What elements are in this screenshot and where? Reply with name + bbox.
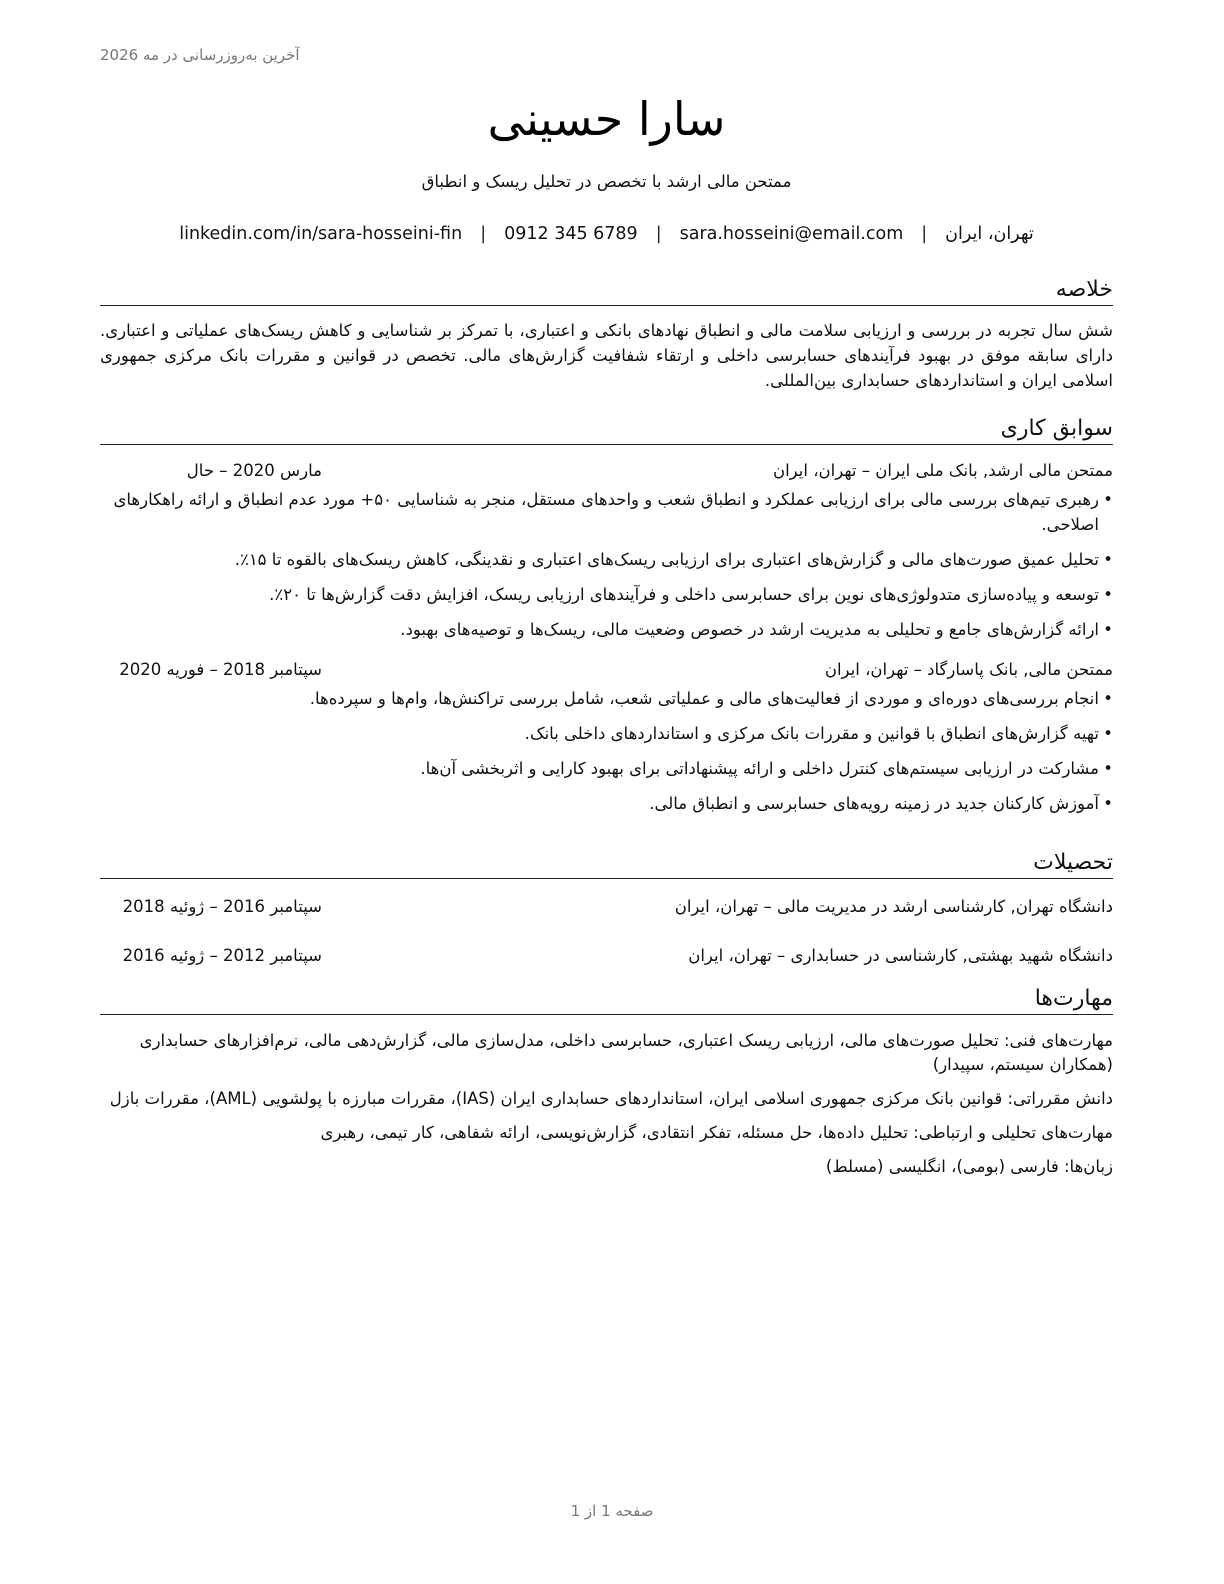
skills-title: مهارت‌ها bbox=[100, 985, 1113, 1015]
bullet-icon: • bbox=[1103, 759, 1113, 778]
job-bullet: • ارائه گزارش‌های جامع و تحلیلی به مدیریت ارشد در خصوص وضعیت مالی، ریسک‌ها و توصیه‌های بهبود. bbox=[100, 617, 1113, 642]
skill-item: زبان‌ها: فارسی (بومی)، انگلیسی (مسلط) bbox=[825, 1157, 1113, 1176]
job-bullets bbox=[100, 487, 1113, 642]
resume-page bbox=[100, 0, 1113, 1584]
skills-list bbox=[100, 1029, 1113, 1179]
job-bullet: • رهبری تیم‌های بررسی مالی برای ارزیابی عملکرد و انطباق شعب و واحدهای مستقل، منجر به شناسایی ۵۰+ مورد عدم انطباق و ارائه راهکارهای اصلاحی. bbox=[100, 487, 1113, 537]
bullet-icon: • bbox=[1103, 490, 1113, 509]
education-degree: دانشگاه شهید بهشتی, کارشناسی در حسابداری – تهران، ایران bbox=[688, 946, 1113, 965]
job-bullets bbox=[100, 686, 1113, 816]
education-dates: سپتامبر 2016 – ژوئیه 2018 bbox=[122, 897, 322, 916]
education-dates: سپتامبر 2012 – ژوئیه 2016 bbox=[122, 946, 322, 965]
contact-separator: | bbox=[480, 224, 487, 244]
contact-phone[interactable]: 0912 345 6789 bbox=[504, 224, 638, 244]
job-bullet: • انجام بررسی‌های دوره‌ای و موردی از فعالیت‌های مالی و عملیاتی شعب، شامل بررسی تراکنش‌ها، وام‌ها و سپرده‌ها. bbox=[100, 686, 1113, 711]
job-bullet: • توسعه و پیاده‌سازی متدولوژی‌های نوین برای حسابرسی داخلی و فرآیندهای ارزیابی ریسک، افزایش دقت گزارش‌ها تا ۲۰٪. bbox=[100, 582, 1113, 607]
experience-section bbox=[100, 415, 1113, 826]
contact-email[interactable]: sara.hosseini@email.com bbox=[679, 224, 904, 244]
contact-separator: | bbox=[921, 224, 928, 244]
job-bullet: • تهیه گزارش‌های انطباق با قوانین و مقررات بانک مرکزی و استانداردهای داخلی بانک. bbox=[100, 721, 1113, 746]
education-entry bbox=[100, 895, 1113, 919]
job-dates: مارس 2020 – حال bbox=[186, 461, 322, 480]
job-bullet: • مشارکت در ارزیابی سیستم‌های کنترل داخلی و ارائه پیشنهاداتی برای بهبود کارایی و اثربخشی آن‌ها. bbox=[100, 756, 1113, 781]
job-title: ممتحن مالی, بانک پاسارگاد – تهران، ایران bbox=[824, 660, 1113, 679]
education-degree: دانشگاه تهران, کارشناسی ارشد در مدیریت مالی – تهران، ایران bbox=[674, 897, 1113, 916]
job-entry bbox=[100, 658, 1113, 816]
bullet-icon: • bbox=[1103, 550, 1113, 569]
skill-item: دانش مقرراتی: قوانین بانک مرکزی جمهوری اسلامی ایران، استانداردهای حسابداری ایران (IAS)، مقررات مبارزه با پولشویی (AML)، مقررات بازل bbox=[109, 1089, 1113, 1108]
bullet-icon: • bbox=[1103, 689, 1113, 708]
job-dates: سپتامبر 2018 – فوریه 2020 bbox=[119, 660, 322, 679]
page-number: صفحه 1 از 1 bbox=[570, 1502, 654, 1520]
job-entry bbox=[100, 459, 1113, 642]
education-entry bbox=[100, 944, 1113, 968]
summary-section bbox=[100, 276, 1113, 393]
bullet-icon: • bbox=[1103, 724, 1113, 743]
bullet-icon: • bbox=[1103, 794, 1113, 813]
summary-text: شش سال تجربه در بررسی و ارزیابی سلامت مالی و انطباق نهادهای بانکی و اعتباری، با تمرکز بر شناسایی و کاهش ریسک‌های عملیاتی و اعتباری. دارای سابقه موفق در بهبود فرآیندهای حسابرسی داخلی و ارتقاء شفافیت گزارش‌های مالی. تخصص در قوانین و مقررات بانک مرکزی جمهوری اسلامی ایران و استانداردهای حسابداری بین‌المللی. bbox=[100, 321, 1113, 390]
experience-title: سوابق کاری bbox=[100, 415, 1113, 445]
summary-title: خلاصه bbox=[100, 276, 1113, 306]
skill-item: مهارت‌های تحلیلی و ارتباطی: تحلیل داده‌ها، حل مسئله، تفکر انتقادی، گزارش‌نویسی، ارائه شفاهی، کار تیمی، رهبری bbox=[320, 1123, 1113, 1142]
job-title: ممتحن مالی ارشد, بانک ملی ایران – تهران، ایران bbox=[772, 461, 1113, 480]
skills-section bbox=[100, 985, 1113, 1189]
job-header bbox=[100, 658, 1113, 682]
contact-separator: | bbox=[655, 224, 662, 244]
education-section bbox=[100, 849, 1113, 968]
job-bullet: • تحلیل عمیق صورت‌های مالی و گزارش‌های اعتباری برای ارزیابی ریسک‌های اعتباری و نقدینگی، کاهش ریسک‌های بالقوه تا ۱۵٪. bbox=[100, 547, 1113, 572]
candidate-name: سارا حسینی bbox=[487, 92, 726, 146]
education-title: تحصیلات bbox=[100, 849, 1113, 879]
contact-linkedin[interactable]: linkedin.com/in/sara-hosseini-fin bbox=[179, 224, 463, 244]
candidate-tagline: ممتحن مالی ارشد با تخصص در تحلیل ریسک و انطباق bbox=[421, 172, 792, 191]
skill-item: مهارت‌های فنی: تحلیل صورت‌های مالی، ارزیابی ریسک اعتباری، حسابرسی داخلی، مدل‌سازی مالی، گزارش‌دهی مالی، نرم‌افزارهای حسابداری (همکاران سیستم، سپیدار) bbox=[139, 1031, 1113, 1074]
bullet-icon: • bbox=[1103, 620, 1113, 639]
job-header bbox=[100, 459, 1113, 483]
contact-line bbox=[100, 224, 1113, 244]
bullet-icon: • bbox=[1103, 585, 1113, 604]
contact-location: تهران، ایران bbox=[945, 224, 1034, 244]
job-bullet: • آموزش کارکنان جدید در زمینه رویه‌های حسابرسی و انطباق مالی. bbox=[100, 791, 1113, 816]
last-updated-note: آخرین به‌روزرسانی در مه 2026 bbox=[100, 46, 300, 64]
